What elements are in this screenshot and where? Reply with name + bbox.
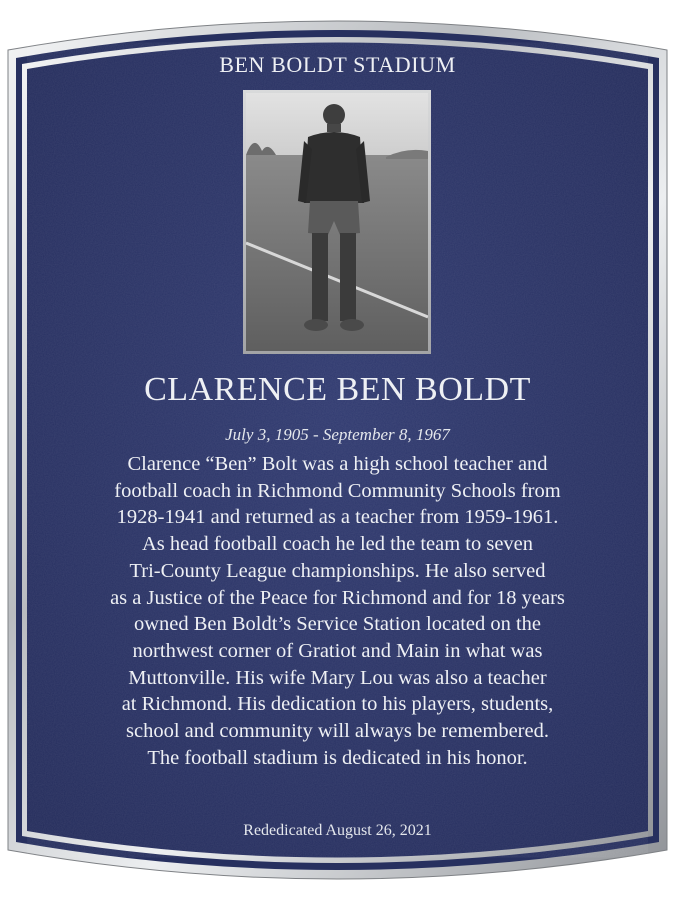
football-player-photo-icon [246,93,428,351]
bio-line: Clarence “Ben” Bolt was a high school teacher and [127,453,548,475]
bio-line: As head football coach he led the team to seven [141,533,534,556]
bio-line: Tri-County League championships. He also served [129,559,546,582]
rededication-date: Rededicated August 26, 2021 [243,822,432,839]
bio-line: owned Ben Boldt’s Service Station located on the [133,613,542,636]
bio-line: football coach in Richmond Community Schools from [114,479,561,502]
biography [30,451,645,771]
bio-line: school and community will always be remembered. [126,720,549,743]
bio-line: as a Justice of the Peace for Richmond and for 18 years [110,586,565,609]
bio-line: The football stadium is dedicated in his honor. [147,746,528,769]
plaque-header: BEN BOLDT STADIUM [219,52,456,77]
bio-line: at Richmond. His dedication to his players, students, [121,693,554,716]
portrait-frame [243,90,431,354]
bio-line: Muttonville. His wife Mary Lou was also a teacher [128,666,547,689]
honoree-dates: July 3, 1905 - September 8, 1967 [225,425,450,444]
bio-line: northwest corner of Gratiot and Main in what was [132,639,543,662]
honoree-name: CLARENCE BEN BOLDT [144,371,531,408]
bio-line: 1928-1941 and returned as a teacher from 1959-1961. [116,506,559,529]
